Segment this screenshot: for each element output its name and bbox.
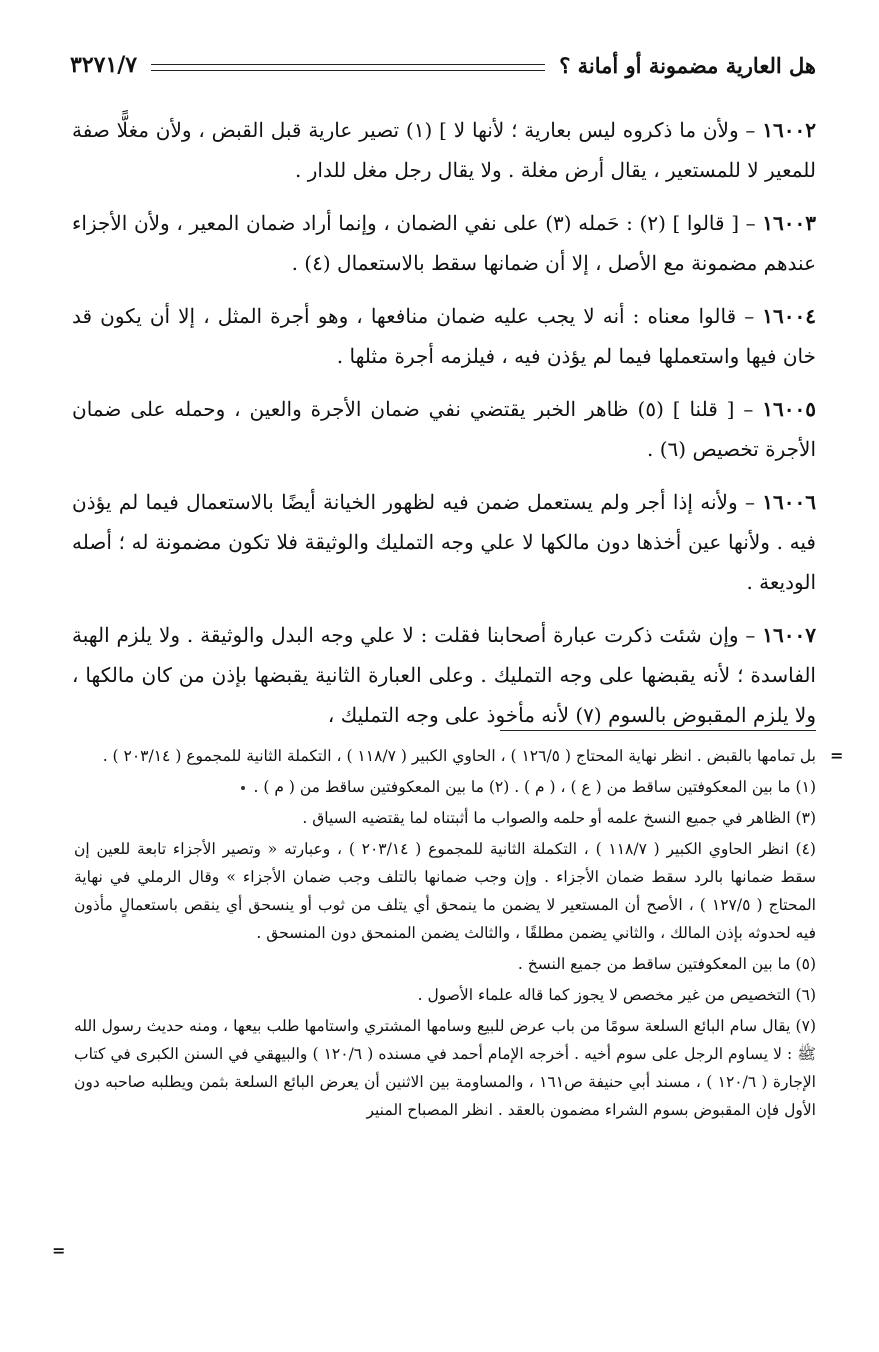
paragraph-text: – ولأن ما ذكروه ليس بعارية ؛ لأنها لا ] (١) تصير عارية قبل القبض ، ولأن مغلًّا صفة للمعير لا للمستعير ، يقال أرض مغلة . ولا يقال رجل مغل للدار . xyxy=(72,118,816,182)
footnotes xyxy=(74,742,816,1127)
paragraph-16002 xyxy=(72,110,816,190)
paragraph-text: – ولأنه إذا أجر ولم يستعمل ضمن فيه لظهور الخيانة أيضًا بالاستعمال فيما لم يؤذن فيه . ولأنها عين أخذها دون مالكها لا علي وجه التمليك والوثيقة فلا تكون مضمونة له ؛ أصله الوديعة . xyxy=(72,490,816,594)
footnote-3: (٣) الظاهر في جميع النسخ علمه أو حلمه والصواب ما أثبتناه لما يقتضيه السياق . xyxy=(302,809,816,827)
main-text xyxy=(72,110,816,748)
paragraph-text: – [ قلنا ] (٥) ظاهر الخبر يقتضي نفي ضمان الأجرة والعين ، وحمله على ضمان الأجرة تخصيص (٦) . xyxy=(72,397,816,461)
paragraph-16003 xyxy=(72,203,816,283)
paragraph-number: ١٦٠٠٦ xyxy=(762,490,816,514)
header-double-rule xyxy=(151,64,545,71)
paragraph-16007 xyxy=(72,615,816,735)
paragraph-text: – قالوا معناه : أنه لا يجب عليه ضمان منافعها ، وهو أجرة المثل ، إلا أن يكون قد خان فيها واستعملها فيما لم يؤذن فيه ، فيلزمه أجرة مثلها . xyxy=(72,304,816,368)
paragraph-number: ١٦٠٠٥ xyxy=(762,397,816,421)
footnote-continuation-mark-top: = xyxy=(830,746,844,765)
footnote-1-2: (١) ما بين المعكوفتين ساقط من ( ع ) ، ( م ) . (٢) ما بين المعكوفتين ساقط من ( م ) . xyxy=(253,778,816,796)
running-header xyxy=(70,48,816,82)
paragraph-number: ١٦٠٠٧ xyxy=(762,623,817,647)
footnote-5: (٥) ما بين المعكوفتين ساقط من جميع النسخ . xyxy=(517,955,816,973)
footnote-continued: بل تمامها بالقبض . انظر نهاية المحتاج ( ١٢٦/٥ ) ، الحاوي الكبير ( ١١٨/٧ ) ، التكملة الثانية للمجموع ( ٢٠٣/١٤ ) . xyxy=(102,747,816,765)
footnote-continuation-mark-bottom: = xyxy=(52,1241,66,1260)
header-title: هل العارية مضمونة أو أمانة ؟ xyxy=(559,52,816,78)
paragraph-text: – وإن شئت ذكرت عبارة أصحابنا فقلت : لا علي وجه البدل والوثيقة . ولا يلزم الهبة الفاسدة ؛ لأنه يقبضها على وجه التمليك . وعلى العبارة الثانية يقبضها بإذن من كان مالكها ، ولا يلزم المقبوض بالسوم (٧) لأنه مأخوذ على وجه التمليك ، xyxy=(72,623,816,727)
footnote-6: (٦) التخصيص من غير مخصص لا يجوز كما قاله علماء الأصول . xyxy=(417,986,816,1004)
paragraph-text: – [ قالوا ] (٢) : حَمله (٣) على نفي الضمان ، وإنما أراد ضمان المعير ، ولأن الأجزاء عندهم مضمونة مع الأصل ، إلا أن ضمانها سقط بالاستعمال (٤) . xyxy=(72,211,816,275)
paragraph-16006 xyxy=(72,482,816,602)
paragraph-number: ١٦٠٠٢ xyxy=(762,118,816,142)
footnote-separator-rule xyxy=(500,730,816,731)
page-number: ٣٢٧١/٧ xyxy=(70,52,138,78)
paragraph-16004 xyxy=(72,296,816,376)
paragraph-number: ١٦٠٠٤ xyxy=(762,304,816,328)
paragraph-number: ١٦٠٠٣ xyxy=(762,211,816,235)
footnote-7: (٧) يقال سام البائع السلعة سومًا من باب عرض للبيع وسامها المشتري واستامها طلب بيعها ، ومنه حديث رسول الله ﷺ : لا يساوم الرجل على سوم أخيه . أخرجه الإمام أحمد في مسنده ( ١٢٠/٦ ) والبيهقي في السنن الكبرى في كتاب الإجارة ( ١٢٠/٦ ) ، مسند أبي حنيفة ص١٦١ ، والمساومة بين الاثنين أن يعرض البائع السلعة بثمن ويطلبه صاحبه دون الأول فإن المقبوض بسوم الشراء مضمون بالعقد . انظر المصباح المنير xyxy=(74,1017,816,1119)
footnote-4: (٤) انظر الحاوي الكبير ( ١١٨/٧ ) ، التكملة الثانية للمجموع ( ٢٠٣/١٤ ) ، وعبارته « وتصير الأجزاء تابعة للعين إن سقط ضمانها بالرد سقط ضمان الأجزاء . وإن وجب ضمانها بالتلف وجب ضمان الأجزاء » وقال الرملي في نهاية المحتاج ( ١٢٧/٥ ) ، الأصح أن المستعير لا يضمن ما ينمحق أي يتلف من ثوب أو ينسحق أي ينقص باستعمالٍ مأذون فيه لحدوثه بإذن المالك ، والثاني يضمن مطلقًا ، والثالث يضمن المنمحق دون المنسحق . xyxy=(74,840,816,942)
paragraph-16005 xyxy=(72,389,816,469)
